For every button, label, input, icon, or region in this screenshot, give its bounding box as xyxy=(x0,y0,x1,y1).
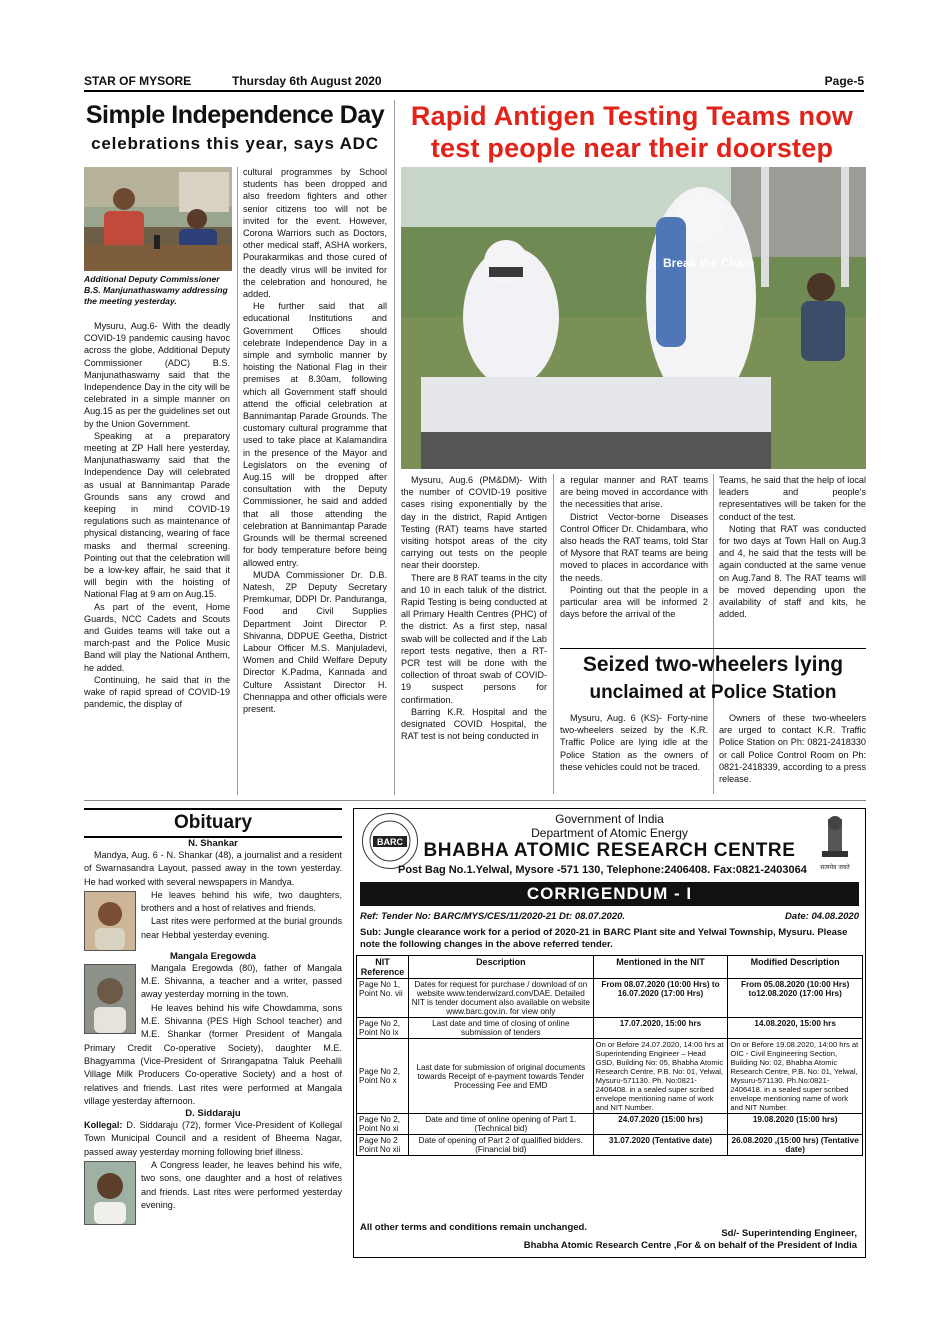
obituary-para: Last rites were performed at the burial grounds near Hebbal yesterday evening. xyxy=(141,916,342,940)
col-header: NIT Reference xyxy=(357,956,409,979)
table-cell: From 05.08.2020 (10:00 Hrs) to12.08.2020 (17:00 Hrs) xyxy=(728,979,863,1018)
table-cell: On or Before 24.07.2020, 14:00 hrs at Superintending Engineer – Head GSD, Building No: 05, Bhabha Atomic Research Centre, P.B. No: 01, Yelwal, Mysuru-571130. Ph. No:0821-2406408. in a sealed super scribed envelope mentioning name of work and NIT Number. xyxy=(593,1039,728,1114)
obituary-entry xyxy=(84,849,342,942)
story2-para: Teams, he said that the help of local leaders and people's representatives will be taken for the conduct of the test. xyxy=(719,475,866,522)
table-cell: Dates for request for purchase / download of on website www.tenderwizard.com/DAE. Detailed NIT is tender document also available on website www.barc.gov.in. for view only xyxy=(408,979,593,1018)
obituary-para: A Congress leader, he leaves behind his wife, two sons, one daughter and a host of relatives and friends. Last rites were performed yesterday evening. xyxy=(141,1160,342,1210)
col-header: Mentioned in the NIT xyxy=(593,956,728,979)
story2-headline-1: Rapid Antigen Testing Teams now xyxy=(410,101,854,131)
ad-footer-org: Bhabha Atomic Research Centre ,For & on behalf of the President of India xyxy=(523,1240,857,1251)
story2-para: Noting that RAT was conducted for two days at Town Hall on Aug.3 and 4, he said that the tests will be again conducted at the same venue on Aug.7and 8. The RAT teams will be moved depending upon the availability of staff and kits, he added. xyxy=(719,523,866,620)
column-rule xyxy=(237,167,238,795)
table-cell: From 08.07.2020 (10:00 Hrs) to 16.07.2020 (17:00 Hrs) xyxy=(593,979,728,1018)
ad-dept: Department of Atomic Energy xyxy=(531,826,688,840)
story2-para: District Vector-borne Diseases Control Officer Dr. Chidambara, who also heads the RAT teams, told Star of Mysore that RAT teams are being moved to places in accordance with the needs. xyxy=(560,511,708,583)
story1-para: Speaking at a preparatory meeting at ZP Hall here yesterday, Manjunathaswamy said that the Independence Day will celebrated as usual at Bannimantap Parade Grounds sans any crowd and keeping in mind COVID-19 regulations such as maintenance of physical distancing, wearing of face masks and thermal screening. Pointing out that the celebration will be a low-key affair, he said that it will begin with the hoisting of National Flag at 9 am on Aug.15. xyxy=(84,430,230,600)
obituary-para: D. Siddaraju (72), former Vice-President of Kollegal Town Municipal Council and a resident of Bheema Nagar, passed away yesterday morning following brief illness. xyxy=(84,1120,342,1157)
obituary-entry xyxy=(84,1119,342,1212)
story1-headline-1: Simple Independence Day xyxy=(85,101,385,129)
portrait-photo xyxy=(84,1161,136,1225)
story2-para: a regular manner and RAT teams are being moved in accordance with the necessities that arise. xyxy=(560,475,708,510)
story3-column-1 xyxy=(560,712,708,773)
table-cell: Page No 2, Point No xi xyxy=(357,1114,409,1135)
story1-para: Continuing, he said that in the wake of rapid spread of COVID-19 pandemic, the display of xyxy=(84,674,230,710)
page-number: Page-5 xyxy=(824,74,864,88)
portrait-photo xyxy=(84,891,136,951)
portrait-photo xyxy=(84,964,136,1034)
page-header xyxy=(84,72,864,92)
obituary-para: He leaves behind his wife, two daughters, brothers and a host of relatives and friends. xyxy=(141,889,342,914)
table-cell: Last date for submission of original documents towards Receipt of e-payment towards Tender Processing Fee and EMD xyxy=(408,1039,593,1114)
story1-para: Mysuru, Aug.6- With the deadly COVID-19 pandemic causing havoc across the globe, Additional Deputy Commissioner (ADC) B.S. Manjunathaswamy said that the Independence Day in the city will be celebrated in a simple manner on Aug.15 as per the guidelines set out by the Union Government. xyxy=(84,321,230,429)
story1-caption: Additional Deputy Commissioner B.S. Manjunathaswamy addressing the meeting yesterday. xyxy=(84,274,228,306)
table-row xyxy=(357,979,863,1018)
obituary-title: Obituary xyxy=(84,808,342,838)
col-header: Modified Description xyxy=(728,956,863,979)
story2-column-3 xyxy=(719,474,866,620)
paper-name: STAR OF MYSORE xyxy=(84,74,192,88)
corrigendum-table xyxy=(356,955,863,1156)
table-cell: Page No 2 Point No xii xyxy=(357,1135,409,1156)
story2-para: Pointing out that the people in a particular area will be informed 2 days before the arrival of the xyxy=(560,584,708,620)
barc-advertisement xyxy=(353,808,866,1258)
break-the-chain-sign: Break the Chain xyxy=(663,256,755,270)
table-cell: Page No 2, Point No x xyxy=(357,1039,409,1114)
table-cell: 14.08.2020, 15:00 hrs xyxy=(728,1018,863,1039)
story1-headline-2: celebrations this year, says ADC xyxy=(91,134,379,153)
ad-ref: Ref: Tender No: BARC/MYS/CES/11/2020-21 Dt: 08.07.2020. xyxy=(360,911,626,922)
obituary-name: N. Shankar xyxy=(188,838,238,849)
ad-date: Date: 04.08.2020 xyxy=(785,911,859,922)
barc-logo-text: BARC xyxy=(377,837,403,847)
story2-para: There are 8 RAT teams in the city and 10 in each taluk of the district. Rapid Testing is being conducted at all Primary Health Centres (PHC) of the district. As a first step, nasal swab will be collected and if the Lab report tests negative, then a RT-PCR test will be done with the collection of throat swab of COVID-19 suspect persons for confirmation. xyxy=(401,572,547,705)
ad-address: Post Bag No.1.Yelwal, Mysore -571 130, Telephone:2406408. Fax:0821-2403064 xyxy=(398,864,807,876)
story2-para: Mysuru, Aug.6 (PM&DM)- With the number of COVID-19 positive cases rising exponentially by the day in the district, Rapid Antigen Testing (RAT) teams have started visiting hotspot areas of the city carrying out tests on the people near their doorstep. xyxy=(401,475,547,571)
table-cell: 31.07.2020 (Tentative date) xyxy=(593,1135,728,1156)
ad-footer-sign: Sd/- Superintending Engineer, xyxy=(721,1228,857,1239)
table-cell: Page No 1, Point No. vii xyxy=(357,979,409,1018)
obituary-dateline: Kollegal: xyxy=(84,1120,123,1131)
ad-gov: Government of India xyxy=(555,812,664,826)
obituary-name: D. Siddaraju xyxy=(185,1108,241,1120)
table-row xyxy=(357,1039,863,1114)
table-row xyxy=(357,1135,863,1156)
story2-column-1 xyxy=(401,474,547,742)
obituary-list xyxy=(84,838,342,1225)
story3-column-2 xyxy=(719,712,866,785)
issue-date: Thursday 6th August 2020 xyxy=(232,74,382,88)
ad-subject: Sub: Jungle clearance work for a period of 2020-21 in BARC Plant site and Yelwal Township, Mysuru. Please note the following changes in the above referred tender. xyxy=(360,927,848,950)
story2-column-2 xyxy=(560,474,708,620)
column-rule xyxy=(553,474,554,794)
obituary-para: He leaves behind his wife Chowdamma, sons M.E. Shivanna (PES High School teacher) and M.E. Shankar (former President of Mangala Primary Credit Co-operative Society), daughter M.E. Bhagyamma (Vice-President of Srirangapatna Taluk Peehalli Village Milk Producers Co-operative Society) and a host of relatives and friends. Last rites were performed at Mangala village yesterday afternoon. xyxy=(84,1002,342,1106)
story2-headline-2: test people near their doorstep xyxy=(430,133,834,163)
story1-photo xyxy=(84,167,232,271)
obituary-name: Mangala Eregowda xyxy=(169,950,257,962)
emblem-motto: सत्यमेव जयते xyxy=(820,864,850,871)
ad-banner: CORRIGENDUM - I xyxy=(360,882,859,906)
story2-para: Barring K.R. Hospital and the designated COVID Hospital, the RAT test is not being conducted in xyxy=(401,706,547,742)
ad-org: BHABHA ATOMIC RESEARCH CENTRE xyxy=(423,840,796,861)
story3-para: Mysuru, Aug. 6 (KS)- Forty-nine two-wheelers seized by the K.R. Traffic Police are lying idle at the Police Station as the owners of these vehicles could not be traced. xyxy=(560,713,708,772)
story2-photo xyxy=(401,167,866,469)
col-header: Description xyxy=(408,956,593,979)
story1-para: As part of the event, Home Guards, NCC Cadets and Scouts and Guides teams will take out a march-past and the Police Music Band will play the National Anthem, he added. xyxy=(84,601,230,673)
story1-para: He further said that all educational Institutions and Government Offices should celebrate Independence Day in a simple and symbolic manner by hoisting the National Flag in their premises at 8.30am, following which all Government staff should attend the official celebration at Bannimantap Parade Grounds. The customary cultural programme that used to take place at Kalamandira in the presence of the Mayor and Legislators on the evening of Aug.15 will be dropped after consultation with the Deputy Commissioner, he said and added that all those attending the celebration at Bannimantap Parade Grounds will be thermal screened for body temperature before being allowed entry. xyxy=(243,301,387,568)
story1-para: cultural programmes by School students has been dropped and also freedom fighters and other senior citizens too will not be invited for the event. However, Corona Warriors such as Doctors, other medical staff, ASHA workers, Pourakarmikas and those cured of the deadly virus will be invited for the celebration and honoured, he added. xyxy=(243,167,387,300)
table-cell: 19.08.2020 (15:00 hrs) xyxy=(728,1114,863,1135)
story3-headline-2: unclaimed at Police Station xyxy=(589,682,837,703)
table-row xyxy=(357,1114,863,1135)
table-cell: 26.08.2020 ,(15:00 hrs) (Tentative date) xyxy=(728,1135,863,1156)
table-cell: 24.07.2020 (15:00 hrs) xyxy=(593,1114,728,1135)
column-rule xyxy=(394,100,395,795)
story3-rule xyxy=(560,648,866,649)
table-cell: Page No 2, Point No ix xyxy=(357,1018,409,1039)
story3-headline-1: Seized two-wheelers lying xyxy=(582,653,844,676)
table-cell: Date of opening of Part 2 of qualified bidders. (Financial bid) xyxy=(408,1135,593,1156)
section-rule xyxy=(84,800,866,801)
ad-footer-left: All other terms and conditions remain unchanged. xyxy=(360,1222,587,1233)
story1-para: MUDA Commissioner Dr. D.B. Natesh, ZP Deputy Secretary Premkumar, DDPI Dr. Panduranga, Food and Civil Supplies Department Joint Director P. Shivanna, DDPUE Geetha, District Labour Officer M.S. Manjuladevi, Women and Child Welfare Deputy Director K.Padma, Kannada and Culture Assistant Director H. Chennappa and other officials were present. xyxy=(243,569,387,714)
table-row xyxy=(357,1018,863,1039)
table-cell: 17.07.2020, 15:00 hrs xyxy=(593,1018,728,1039)
story3-para: Owners of these two-wheelers are urged to contact K.R. Traffic Police Station on Ph: 0821-2418330 or call Police Control Room on Ph: 0821-2418339, according to a press release. xyxy=(719,713,866,785)
table-header-row xyxy=(357,956,863,979)
story1-column-2 xyxy=(243,166,387,715)
obituary-entry xyxy=(84,962,342,1108)
column-rule xyxy=(713,474,714,794)
obituary-para: Mangala Eregowda (80), father of Mangala M.E. Shivanna, a teacher and a writer, passed away yesterday morning in the town. xyxy=(141,962,342,1000)
obituary-para: Mandya, Aug. 6 - N. Shankar (48), a journalist and a resident of Swarnasandra Layout, passed away in the town yesterday. He had worked with several newspapers in Mandya. xyxy=(84,850,342,887)
table-cell: Date and time of online opening of Part 1. (Technical bid) xyxy=(408,1114,593,1135)
table-cell: Last date and time of closing of online submission of tenders xyxy=(408,1018,593,1039)
story1-column-1 xyxy=(84,320,230,711)
table-cell: On or Before 19.08.2020, 14:00 hrs at OIC - Civil Engineering Section, Building No: 02, Bhabha Atomic Research Centre, P.B. No: 01, Yelwal, Mysuru-571130. Ph.No:0821-2406418. in a sealed super scribed envelope mentioning name of work and NIT Number. xyxy=(728,1039,863,1114)
